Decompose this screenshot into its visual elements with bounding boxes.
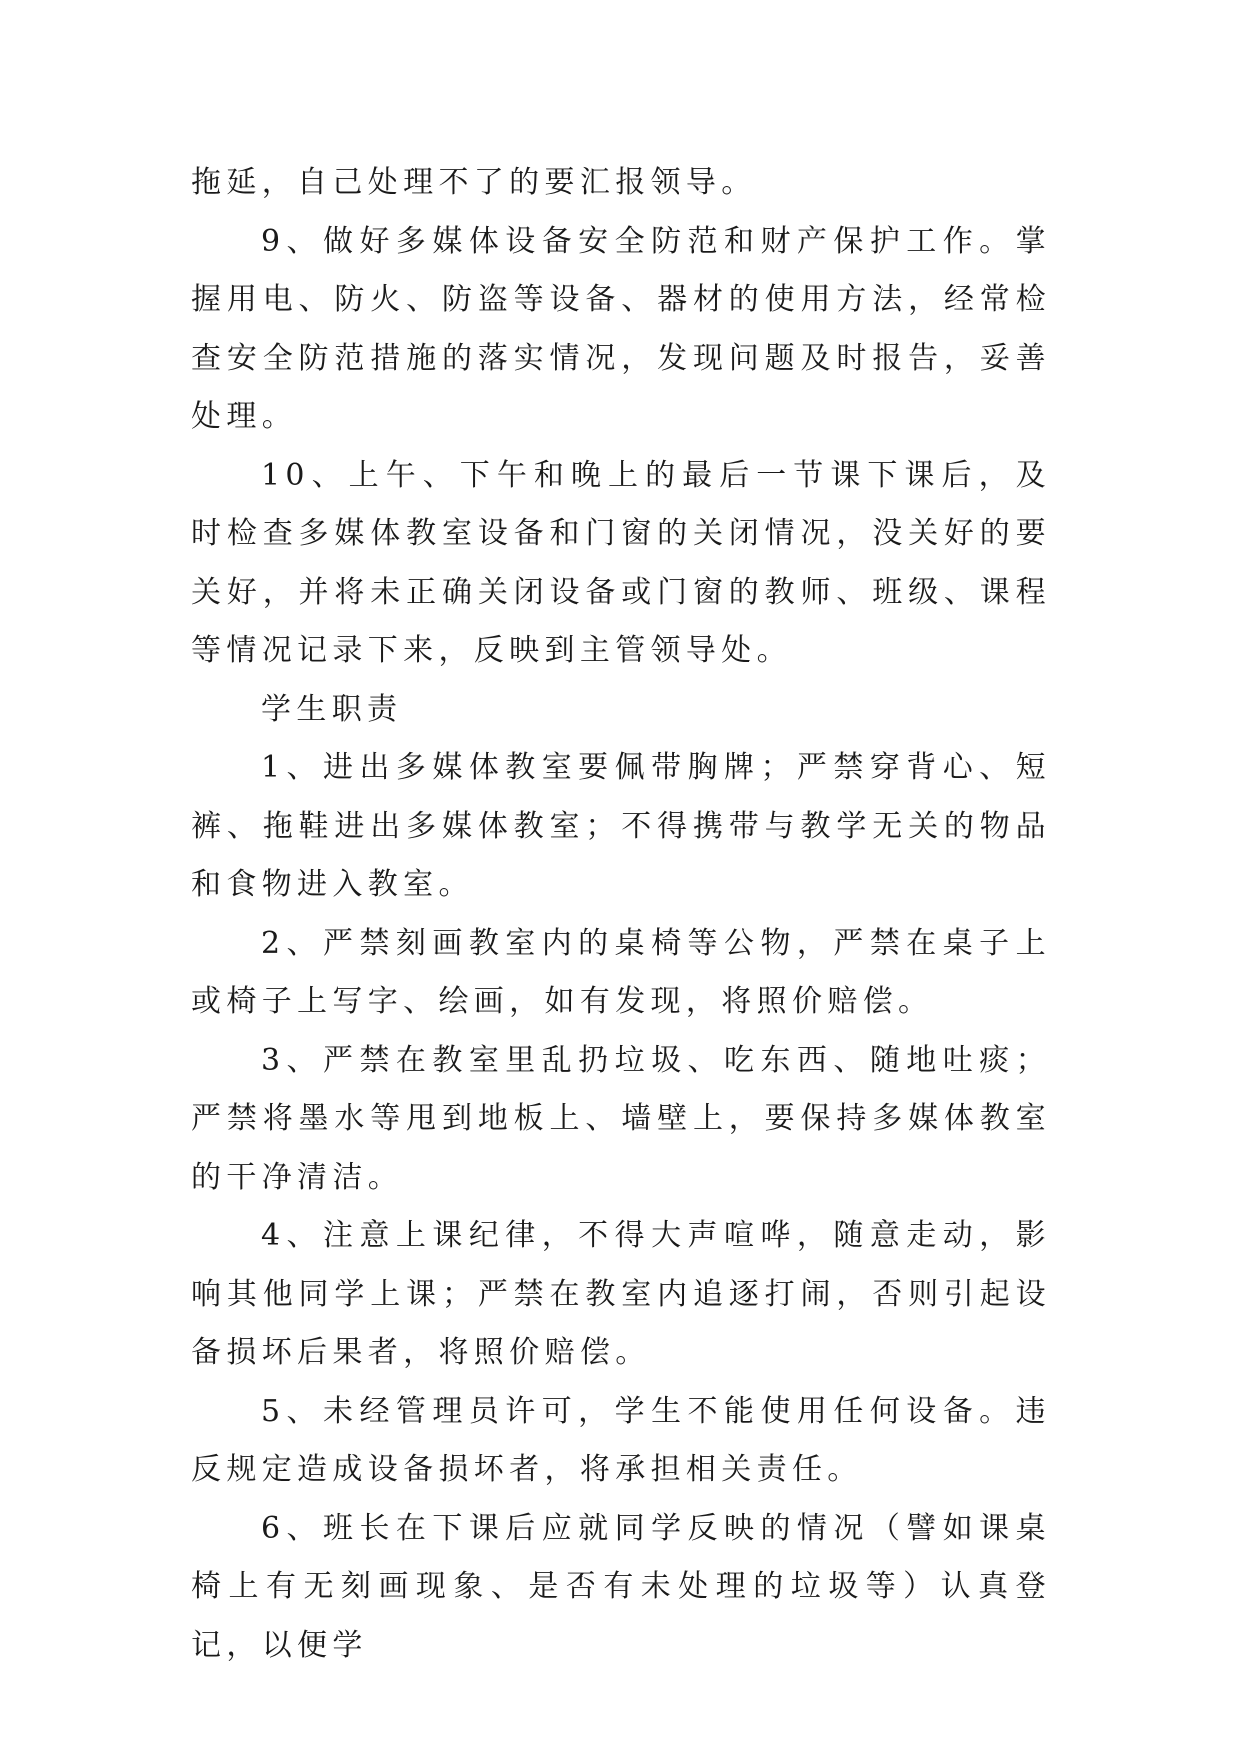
- paragraph-student-item-5: 5、未经管理员许可，学生不能使用任何设备。违反规定造成设备损坏者，将承担相关责任。: [191, 1393, 1051, 1487]
- paragraph-student-item-3: 3、严禁在教室里乱扔垃圾、吃东西、随地吐痰；严禁将墨水等甩到地板上、墙壁上，要保持多媒体教室的干净清洁。: [191, 1042, 1051, 1195]
- paragraph-student-item-4: 4、注意上课纪律，不得大声喧哗，随意走动，影响其他同学上课；严禁在教室内追逐打闹，否则引起设备损坏后果者，将照价赔偿。: [191, 1218, 1051, 1370]
- section-heading-student-duties: 学生职责: [261, 691, 403, 727]
- paragraph-student-item-6: 6、班长在下课后应就同学反映的情况（譬如课桌椅上有无刻画现象、是否有未处理的垃圾等）认真登记，以便学: [191, 1510, 1051, 1663]
- paragraph-student-item-2: 2、严禁刻画教室内的桌椅等公物，严禁在桌子上或椅子上写字、绘画，如有发现，将照价赔偿。: [191, 925, 1051, 1019]
- paragraph-continuation: 拖延，自己处理不了的要汇报领导。: [191, 165, 757, 200]
- paragraph-item-10: 10、上午、下午和晚上的最后一节课下课后，及时检查多媒体教室设备和门窗的关闭情况，没关好的要关好，并将未正确关闭设备或门窗的教师、班级、课程等情况记录下来，反映到主管领导处。: [191, 457, 1051, 668]
- document-body: [191, 154, 1051, 1675]
- paragraph-student-item-1: 1、进出多媒体教室要佩带胸牌；严禁穿背心、短裤、拖鞋进出多媒体教室；不得携带与教学无关的物品和食物进入教室。: [191, 750, 1051, 902]
- paragraph-item-9: 9、做好多媒体设备安全防范和财产保护工作。掌握用电、防火、防盗等设备、器材的使用方法，经常检查安全防范措施的落实情况，发现问题及时报告，妥善处理。: [191, 223, 1051, 434]
